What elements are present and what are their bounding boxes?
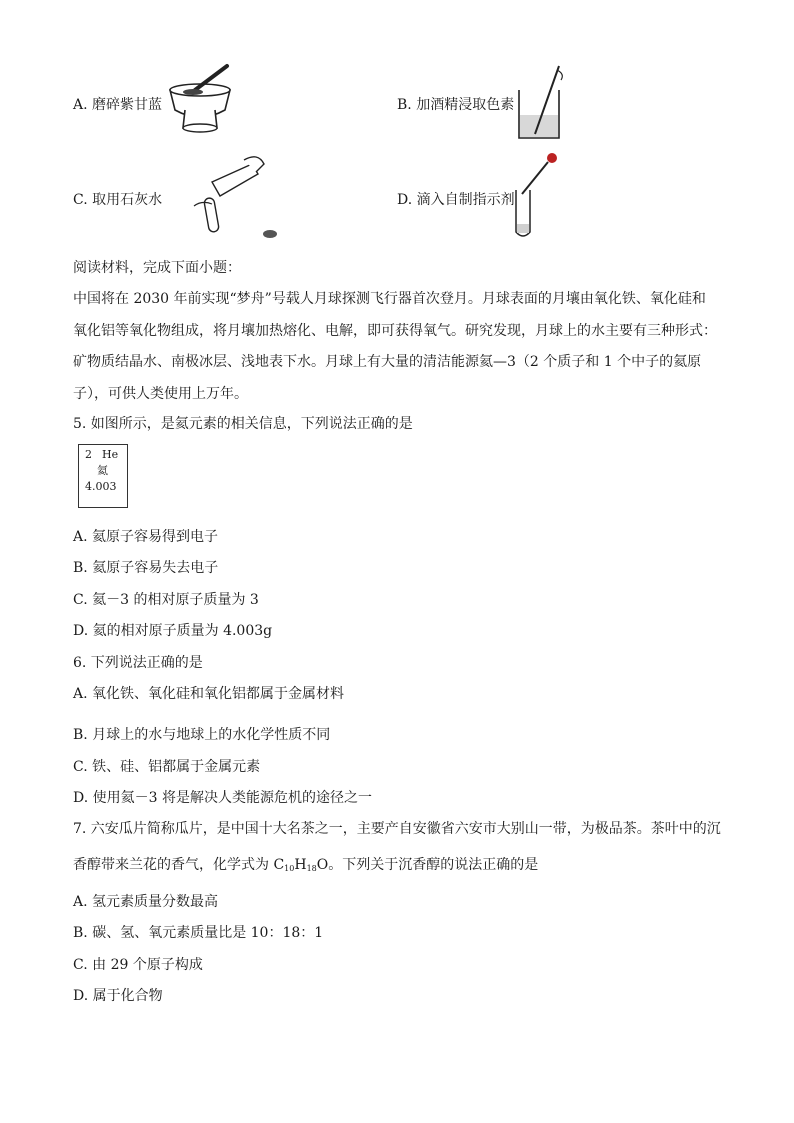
helium-element-card (78, 444, 128, 508)
mortar-pestle-icon (165, 62, 235, 142)
element-symbol: He (102, 448, 119, 461)
q5-option: D. 氦的相对原子质量为 4.003g (73, 623, 273, 639)
q7-option: C. 由 29 个原子构成 (73, 957, 203, 973)
reading-line: 中国将在 2030 年前实现“梦舟”号载人月球探测飞行器首次登月。月球表面的月壤由氧化铁、氧化硅和 (73, 291, 706, 307)
q7-stem-line2: 香醇带来兰花的香气，化学式为 $C_{10}H_{18}O$。下列关于沉香醇的说法正确的是 (73, 857, 539, 873)
reading-line: 子），可供人类使用上万年。 (73, 386, 248, 402)
atomic-mass: 4.003 (85, 480, 117, 493)
q6-option: B. 月球上的水与地球上的水化学性质不同 (73, 727, 331, 743)
chemical-formula: $C_{10}H_{18}O$ (273, 857, 329, 873)
element-name: 氦 (97, 464, 108, 477)
q7-option: A. 氢元素质量分数最高 (73, 894, 219, 910)
q5-option: A. 氦原子容易得到电子 (73, 529, 219, 545)
q7-option: B. 碳、氢、氧元素质量比是 10：18：1 (73, 925, 324, 941)
reading-line: 矿物质结晶水、南极冰层、浅地表下水。月球上有大量的清洁能源氦—3（2 个质子和 1 个中子的氦原 (73, 354, 702, 370)
option-c-top: C. 取用石灰水 (73, 192, 163, 208)
q5-stem: 5. 如图所示，是氦元素的相关信息，下列说法正确的是 (73, 416, 413, 432)
beaker-rod-icon (513, 60, 565, 142)
q5-option: B. 氦原子容易失去电子 (73, 560, 219, 576)
q6-option: A. 氧化铁、氧化硅和氧化铝都属于金属材料 (73, 686, 345, 702)
option-b-top: B. 加酒精浸取色素 (397, 97, 515, 113)
option-a-top: A. 磨碎紫甘蓝 (73, 97, 163, 113)
q5-option: C. 氦－3 的相对原子质量为 3 (73, 592, 259, 608)
q6-stem: 6. 下列说法正确的是 (73, 655, 203, 671)
q6-option: D. 使用氦－3 将是解决人类能源危机的途径之一 (73, 790, 372, 806)
atomic-number: 2 (85, 448, 92, 461)
reading-intro: 阅读材料，完成下面小题： (73, 260, 241, 276)
option-d-top: D. 滴入自制指示剂 (397, 192, 515, 208)
q7-option: D. 属于化合物 (73, 988, 163, 1004)
q7-stem-line1: 7. 六安瓜片简称瓜片，是中国十大名茶之一，主要产自安徽省六安市大别山一带，为极品茶。茶叶中的沉 (73, 821, 721, 837)
pour-test-tube-icon (172, 152, 282, 242)
q6-option: C. 铁、硅、铝都属于金属元素 (73, 759, 261, 775)
dropper-test-tube-icon (508, 150, 568, 242)
reading-line: 氧化铝等氧化物组成，将月壤加热熔化、电解，即可获得氧气。研究发现，月球上的水主要有三种形式： (73, 323, 717, 339)
